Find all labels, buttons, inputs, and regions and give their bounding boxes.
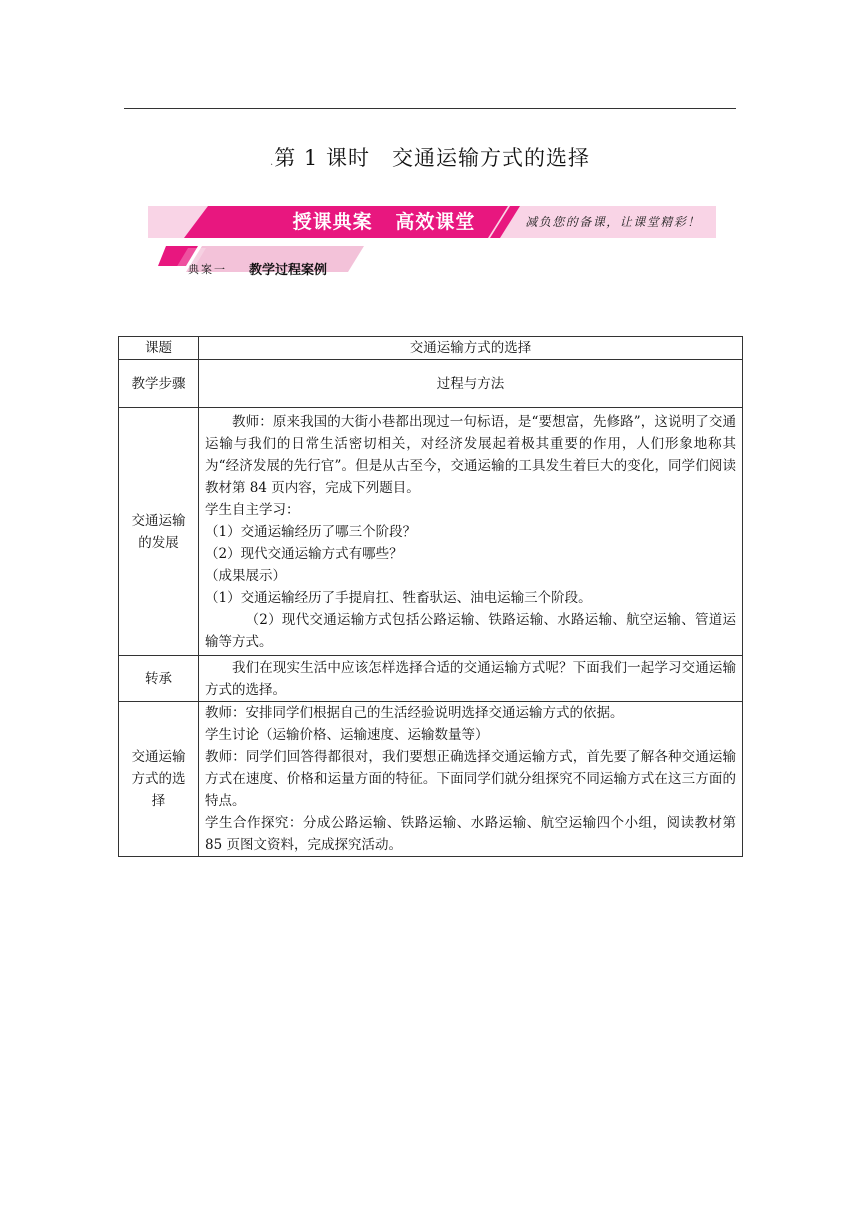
- section2-paragraph: 我们在现实生活中应该怎样选择合适的交通运输方式呢？下面我们一起学习交通运输方式的选择。: [205, 659, 736, 698]
- banner-title: 授课典案 高效课堂: [292, 211, 476, 233]
- case-label: 教学过程案例: [249, 263, 328, 278]
- section2-body: [199, 656, 743, 702]
- section3-paragraph: 教师：同学们回答得都很对，我们要想正确选择交通运输方式，首先要了解各种交通运输方式在速度、价格和运量方面的特征。下面同学们就分组探究不同运输方式在这三方面的特点。: [205, 749, 736, 809]
- table-row: [119, 408, 743, 656]
- section1-paragraph: （1）交通运输经历了手提肩扛、牲畜驮运、油电运输三个阶段。: [205, 589, 592, 606]
- lesson-topic: 交通运输方式的选择: [391, 146, 590, 170]
- section3-paragraph: 学生合作探究：分成公路运输、铁路运输、水路运输、航空运输四个小组，阅读教材第 85 页图文资料，完成探究活动。: [205, 815, 736, 853]
- banner-slogan: 减负您的备课，让课堂精彩！: [525, 215, 701, 229]
- lesson-table: [118, 336, 743, 857]
- steps-label: 教学步骤: [119, 360, 199, 408]
- table-row: [119, 337, 743, 360]
- section1-paragraph: （1）交通运输经历了哪三个阶段？: [205, 523, 417, 540]
- header-label: 课题: [119, 337, 199, 360]
- section1-paragraph: 教师：原来我国的大街小巷都出现过一句标语，是“要想富，先修路”，这说明了交通运输与我们的日常生活密切相关，对经济发展起着极其重要的作用，人们形象地称其为“经济发展的先行官”。但是从古至今，交通运输的工具发生着巨大的变化，同学们阅读教材第 84 页内容，完成下列题目。: [205, 413, 736, 496]
- section1-paragraph: 学生自主学习：: [205, 501, 300, 518]
- table-row: [119, 702, 743, 857]
- table-row: [119, 656, 743, 702]
- lesson-number: 第 1 课时: [274, 146, 370, 170]
- table-row: [119, 360, 743, 408]
- section3-body: [199, 702, 743, 857]
- section1-paragraph: （2）现代交通运输方式包括公路运输、铁路运输、水路运输、航空运输、管道运输等方式。: [205, 611, 736, 650]
- section1-label: 交通运输的发展: [119, 408, 199, 656]
- section1-paragraph: （成果展示）: [205, 567, 286, 584]
- section2-label: 转承: [119, 656, 199, 702]
- page-title: [0, 142, 860, 172]
- top-rule: [124, 108, 736, 109]
- section1-paragraph: （2）现代交通运输方式有哪些？: [205, 545, 403, 562]
- section3-paragraph: 学生讨论（运输价格、运输速度、运输数量等）: [205, 727, 489, 743]
- case-subbanner: [158, 246, 364, 278]
- section1-body: [199, 408, 743, 656]
- case-number: 典案一: [188, 263, 227, 276]
- section3-label: 交通运输方式的选择: [119, 702, 199, 857]
- section3-paragraph: 教师：安排同学们根据自己的生活经验说明选择交通运输方式的依据。: [205, 705, 624, 721]
- header-topic: 交通运输方式的选择: [199, 337, 743, 360]
- steps-method: 过程与方法: [199, 360, 743, 408]
- title-dot: .: [270, 157, 275, 168]
- section-banner: [148, 206, 716, 238]
